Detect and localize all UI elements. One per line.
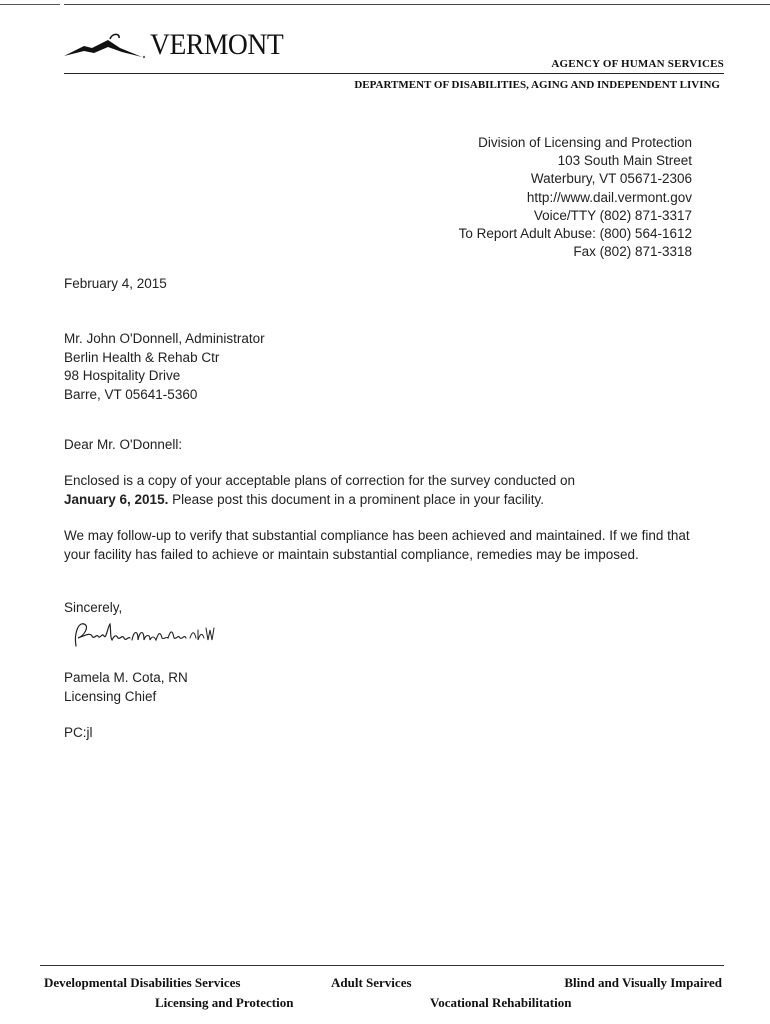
sender-fax: Fax (802) 871-3318 <box>573 244 692 260</box>
salutation: Dear Mr. O'Donnell: <box>64 437 183 452</box>
footer-adult-services: Adult Services <box>331 975 412 990</box>
closing: Sincerely, <box>64 600 123 615</box>
signer-name: Pamela M. Cota, RN <box>64 670 188 685</box>
recipient-facility: Berlin Health & Rehab Ctr <box>64 349 220 365</box>
signer-block <box>64 669 704 706</box>
recipient-address <box>64 330 704 404</box>
vermont-logo <box>62 30 295 60</box>
letter-date: February 4, 2015 <box>64 276 167 291</box>
sender-street: 103 South Main Street <box>557 153 692 169</box>
footer-licensing-protection: Licensing and Protection <box>155 995 294 1010</box>
agency-name: AGENCY OF HUMAN SERVICES <box>551 58 724 70</box>
footer-developmental-disabilities: Developmental Disabilities Services <box>44 975 241 990</box>
para1-text-b: Please post this document in a prominent place in your facility. <box>168 491 545 507</box>
paragraph-follow-up: We may follow-up to verify that substantial compliance has been achieved and maintained. If we find that your facility has failed to achieve or maintain substantial compliance, remedies may be imposed. <box>64 528 690 562</box>
header-rule <box>64 73 724 74</box>
sender-address <box>459 134 692 261</box>
sender-website: http://www.dail.vermont.gov <box>526 189 692 205</box>
signer-title: Licensing Chief <box>64 688 157 704</box>
top-rule-left <box>0 4 60 5</box>
footer-blind-visually-impaired: Blind and Visually Impaired <box>564 975 722 990</box>
sender-division: Division of Licensing and Protection <box>478 135 692 150</box>
para1-text-a: Enclosed is a copy of your acceptable plans of correction for the survey conducted on <box>64 473 576 488</box>
recipient-name: Mr. John O'Donnell, Administrator <box>64 331 265 346</box>
mountain-logo-icon <box>62 30 148 60</box>
recipient-city: Barre, VT 05641-5360 <box>64 386 198 402</box>
footer-vocational-rehabilitation: Vocational Rehabilitation <box>430 995 572 1010</box>
reference-initials: PC:jl <box>64 725 93 740</box>
recipient-street: 98 Hospitality Drive <box>64 368 181 383</box>
logo-wordmark: VERMONT <box>150 28 284 61</box>
sender-city: Waterbury, VT 05671-2306 <box>530 171 692 187</box>
top-rule <box>64 4 770 5</box>
paragraph-enclosure <box>64 472 704 509</box>
survey-date: January 6, 2015. <box>64 491 169 507</box>
department-name: DEPARTMENT OF DISABILITIES, AGING AND INDEPENDENT LIVING <box>354 79 720 91</box>
handwritten-signature <box>70 616 230 659</box>
footer-rule <box>40 965 724 966</box>
sender-voice-tty: Voice/TTY (802) 871-3317 <box>533 207 692 223</box>
sender-abuse-hotline: To Report Adult Abuse: (800) 564-1612 <box>458 226 692 242</box>
